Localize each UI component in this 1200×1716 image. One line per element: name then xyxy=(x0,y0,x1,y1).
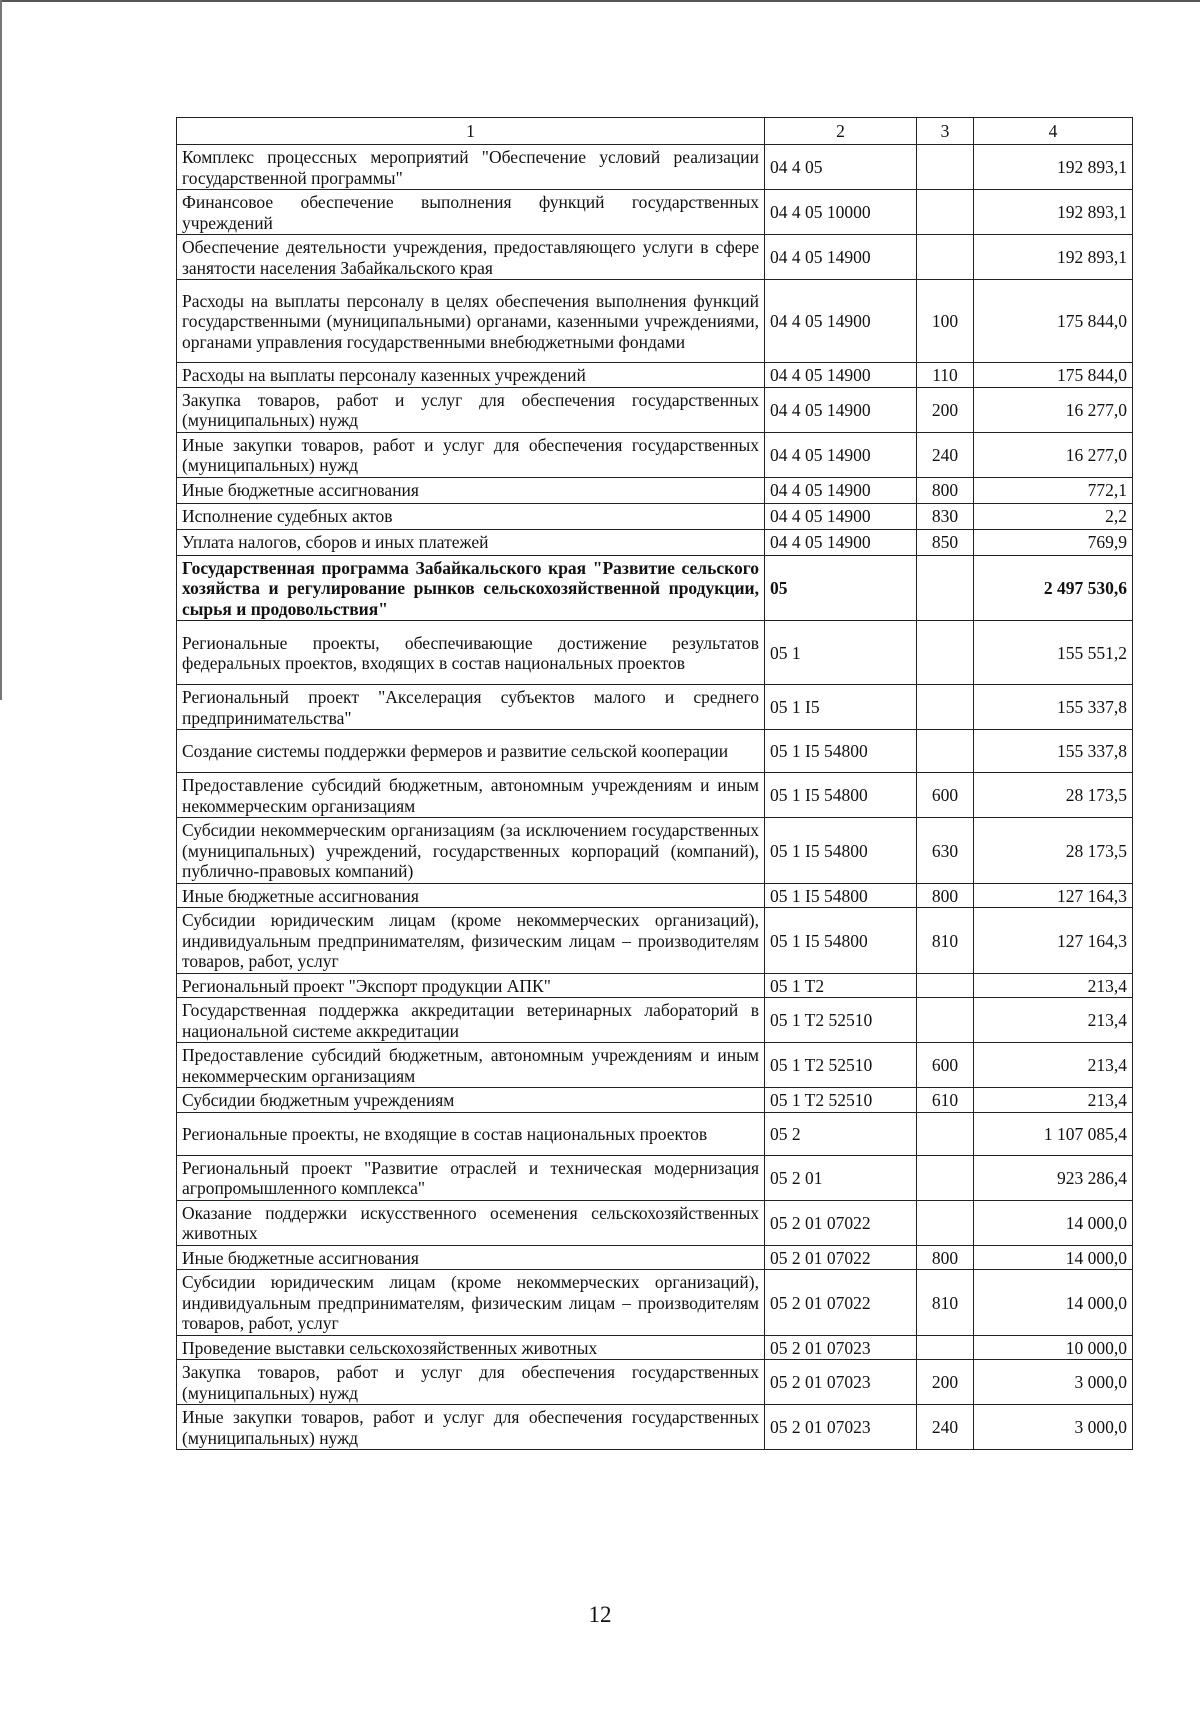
row-type-cell xyxy=(917,145,974,190)
table-row xyxy=(177,1155,1133,1200)
header-col-1: 1 xyxy=(177,118,765,145)
row-type-cell: 110 xyxy=(917,363,974,388)
table-body xyxy=(177,145,1133,1450)
table-row xyxy=(177,280,1133,363)
row-type-cell: 800 xyxy=(917,477,974,503)
table-row xyxy=(177,529,1133,555)
row-type-cell: 240 xyxy=(917,432,974,477)
table-row xyxy=(177,818,1133,884)
row-name-cell: Субсидии некоммерческим организациям (за исключением государственных (муниципальных) учреждений, государственных корпораций (компаний), публично-правовых компаний) xyxy=(177,818,765,884)
table-row xyxy=(177,1335,1133,1360)
table-row xyxy=(177,730,1133,773)
row-type-cell: 200 xyxy=(917,387,974,432)
row-code-cell: 05 2 01 07023 xyxy=(765,1405,917,1450)
table-row xyxy=(177,1360,1133,1405)
row-amount-cell: 213,4 xyxy=(974,1088,1133,1113)
scan-edge-left xyxy=(0,0,2,700)
row-amount-cell: 923 286,4 xyxy=(974,1155,1133,1200)
row-name-cell: Расходы на выплаты персоналу казенных учреждений xyxy=(177,363,765,388)
table-row xyxy=(177,1200,1133,1245)
row-amount-cell: 127 164,3 xyxy=(974,883,1133,908)
row-code-cell: 04 4 05 14900 xyxy=(765,503,917,529)
row-code-cell: 05 1 T2 52510 xyxy=(765,1088,917,1113)
row-type-cell xyxy=(917,1335,974,1360)
row-code-cell: 04 4 05 14900 xyxy=(765,387,917,432)
row-amount-cell: 155 337,8 xyxy=(974,685,1133,730)
row-type-cell: 630 xyxy=(917,818,974,884)
table-row xyxy=(177,621,1133,685)
table-row xyxy=(177,685,1133,730)
row-name-cell: Оказание поддержки искусственного осеменения сельскохозяйственных животных xyxy=(177,1200,765,1245)
row-amount-cell: 14 000,0 xyxy=(974,1200,1133,1245)
row-amount-cell: 14 000,0 xyxy=(974,1270,1133,1336)
row-name-cell: Государственная поддержка аккредитации ветеринарных лабораторий в национальной системе аккредитации xyxy=(177,998,765,1043)
row-name-cell: Обеспечение деятельности учреждения, предоставляющего услуги в сфере занятости населения Забайкальского края xyxy=(177,235,765,280)
table-row xyxy=(177,145,1133,190)
row-amount-cell: 3 000,0 xyxy=(974,1360,1133,1405)
row-amount-cell: 769,9 xyxy=(974,529,1133,555)
row-amount-cell: 155 551,2 xyxy=(974,621,1133,685)
row-name-cell: Иные закупки товаров, работ и услуг для обеспечения государственных (муниципальных) нужд xyxy=(177,432,765,477)
row-name-cell: Региональный проект "Акселерация субъектов малого и среднего предпринимательства" xyxy=(177,685,765,730)
table-row xyxy=(177,503,1133,529)
table-row xyxy=(177,555,1133,621)
row-amount-cell: 16 277,0 xyxy=(974,432,1133,477)
row-type-cell xyxy=(917,190,974,235)
row-name-cell: Иные бюджетные ассигнования xyxy=(177,1245,765,1270)
scan-edge-top xyxy=(0,0,1200,2)
row-amount-cell: 2 497 530,6 xyxy=(974,555,1133,621)
row-code-cell: 05 1 I5 54800 xyxy=(765,883,917,908)
row-code-cell: 05 2 01 xyxy=(765,1155,917,1200)
row-name-cell: Закупка товаров, работ и услуг для обеспечения государственных (муниципальных) нужд xyxy=(177,387,765,432)
row-amount-cell: 28 173,5 xyxy=(974,818,1133,884)
row-name-cell: Предоставление субсидий бюджетным, автономным учреждениям и иным некоммерческим организациям xyxy=(177,1043,765,1088)
row-name-cell: Субсидии юридическим лицам (кроме некоммерческих организаций), индивидуальным предпринимателям, физическим лицам – производителям товаров, работ, услуг xyxy=(177,908,765,974)
row-code-cell: 05 2 xyxy=(765,1112,917,1155)
row-code-cell: 04 4 05 14900 xyxy=(765,477,917,503)
row-code-cell: 05 2 01 07022 xyxy=(765,1270,917,1336)
row-code-cell: 05 1 T2 52510 xyxy=(765,998,917,1043)
row-type-cell: 600 xyxy=(917,1043,974,1088)
row-code-cell: 05 2 01 07023 xyxy=(765,1360,917,1405)
row-name-cell: Иные бюджетные ассигнования xyxy=(177,883,765,908)
row-code-cell: 05 xyxy=(765,555,917,621)
row-type-cell: 810 xyxy=(917,1270,974,1336)
row-name-cell: Иные закупки товаров, работ и услуг для обеспечения государственных (муниципальных) нужд xyxy=(177,1405,765,1450)
table-row xyxy=(177,883,1133,908)
row-code-cell: 04 4 05 14900 xyxy=(765,363,917,388)
row-type-cell: 100 xyxy=(917,280,974,363)
row-type-cell xyxy=(917,1155,974,1200)
row-amount-cell: 1 107 085,4 xyxy=(974,1112,1133,1155)
row-type-cell xyxy=(917,621,974,685)
row-amount-cell: 213,4 xyxy=(974,998,1133,1043)
budget-table xyxy=(176,117,1133,1450)
row-code-cell: 05 1 xyxy=(765,621,917,685)
table-row xyxy=(177,1245,1133,1270)
row-amount-cell: 155 337,8 xyxy=(974,730,1133,773)
row-code-cell: 04 4 05 14900 xyxy=(765,432,917,477)
row-type-cell: 600 xyxy=(917,773,974,818)
row-amount-cell: 772,1 xyxy=(974,477,1133,503)
row-code-cell: 05 2 01 07023 xyxy=(765,1335,917,1360)
row-amount-cell: 175 844,0 xyxy=(974,280,1133,363)
row-amount-cell: 213,4 xyxy=(974,973,1133,998)
row-name-cell: Проведение выставки сельскохозяйственных животных xyxy=(177,1335,765,1360)
row-type-cell xyxy=(917,1200,974,1245)
row-type-cell xyxy=(917,1112,974,1155)
table-row xyxy=(177,235,1133,280)
row-type-cell: 800 xyxy=(917,883,974,908)
row-type-cell xyxy=(917,685,974,730)
row-code-cell: 04 4 05 14900 xyxy=(765,280,917,363)
row-name-cell: Предоставление субсидий бюджетным, автономным учреждениям и иным некоммерческим организациям xyxy=(177,773,765,818)
row-code-cell: 04 4 05 10000 xyxy=(765,190,917,235)
row-name-cell: Создание системы поддержки фермеров и развитие сельской кооперации xyxy=(177,730,765,773)
row-type-cell: 850 xyxy=(917,529,974,555)
table-row xyxy=(177,773,1133,818)
row-type-cell: 810 xyxy=(917,908,974,974)
table-row xyxy=(177,363,1133,388)
row-code-cell: 05 2 01 07022 xyxy=(765,1200,917,1245)
row-amount-cell: 192 893,1 xyxy=(974,190,1133,235)
row-name-cell: Субсидии бюджетным учреждениям xyxy=(177,1088,765,1113)
row-name-cell: Расходы на выплаты персоналу в целях обеспечения выполнения функций государственными (муниципальными) органами, казенными учреждениями, органами управления государственными внебюджетными фондами xyxy=(177,280,765,363)
table-row xyxy=(177,1043,1133,1088)
row-amount-cell: 175 844,0 xyxy=(974,363,1133,388)
table-row xyxy=(177,432,1133,477)
row-amount-cell: 3 000,0 xyxy=(974,1405,1133,1450)
row-name-cell: Иные бюджетные ассигнования xyxy=(177,477,765,503)
row-amount-cell: 10 000,0 xyxy=(974,1335,1133,1360)
row-name-cell: Государственная программа Забайкальского края "Развитие сельского хозяйства и регулирование рынков сельскохозяйственной продукции, сырья и продовольствия" xyxy=(177,555,765,621)
table-row xyxy=(177,1112,1133,1155)
row-amount-cell: 28 173,5 xyxy=(974,773,1133,818)
page-number: 12 xyxy=(588,1602,612,1627)
row-amount-cell: 14 000,0 xyxy=(974,1245,1133,1270)
header-col-4: 4 xyxy=(974,118,1133,145)
row-type-cell xyxy=(917,555,974,621)
row-name-cell: Региональный проект "Экспорт продукции АПК" xyxy=(177,973,765,998)
row-name-cell: Региональные проекты, не входящие в состав национальных проектов xyxy=(177,1112,765,1155)
row-amount-cell: 16 277,0 xyxy=(974,387,1133,432)
row-name-cell: Субсидии юридическим лицам (кроме некоммерческих организаций), индивидуальным предпринимателям, физическим лицам – производителям товаров, работ, услуг xyxy=(177,1270,765,1336)
table-row xyxy=(177,387,1133,432)
header-col-2: 2 xyxy=(765,118,917,145)
table-row xyxy=(177,908,1133,974)
row-name-cell: Финансовое обеспечение выполнения функций государственных учреждений xyxy=(177,190,765,235)
row-name-cell: Региональный проект "Развитие отраслей и техническая модернизация агропромышленного комплекса" xyxy=(177,1155,765,1200)
row-amount-cell: 213,4 xyxy=(974,1043,1133,1088)
header-row xyxy=(177,118,1133,145)
row-type-cell: 830 xyxy=(917,503,974,529)
row-type-cell: 240 xyxy=(917,1405,974,1450)
table-row xyxy=(177,973,1133,998)
row-type-cell: 610 xyxy=(917,1088,974,1113)
row-amount-cell: 192 893,1 xyxy=(974,145,1133,190)
table-row xyxy=(177,1405,1133,1450)
row-name-cell: Закупка товаров, работ и услуг для обеспечения государственных (муниципальных) нужд xyxy=(177,1360,765,1405)
row-code-cell: 05 1 T2 52510 xyxy=(765,1043,917,1088)
row-code-cell: 05 1 I5 54800 xyxy=(765,818,917,884)
row-code-cell: 04 4 05 14900 xyxy=(765,235,917,280)
row-type-cell: 200 xyxy=(917,1360,974,1405)
row-amount-cell: 2,2 xyxy=(974,503,1133,529)
table-row xyxy=(177,1270,1133,1336)
table-row xyxy=(177,190,1133,235)
row-code-cell: 05 1 I5 54800 xyxy=(765,730,917,773)
row-code-cell: 05 1 I5 xyxy=(765,685,917,730)
row-type-cell: 800 xyxy=(917,1245,974,1270)
table-row xyxy=(177,1088,1133,1113)
row-type-cell xyxy=(917,973,974,998)
header-col-3: 3 xyxy=(917,118,974,145)
row-code-cell: 05 2 01 07022 xyxy=(765,1245,917,1270)
row-name-cell: Исполнение судебных актов xyxy=(177,503,765,529)
row-code-cell: 04 4 05 xyxy=(765,145,917,190)
row-type-cell xyxy=(917,235,974,280)
row-name-cell: Уплата налогов, сборов и иных платежей xyxy=(177,529,765,555)
row-amount-cell: 127 164,3 xyxy=(974,908,1133,974)
row-code-cell: 05 1 I5 54800 xyxy=(765,773,917,818)
row-code-cell: 05 1 I5 54800 xyxy=(765,908,917,974)
row-code-cell: 04 4 05 14900 xyxy=(765,529,917,555)
table-row xyxy=(177,998,1133,1043)
row-type-cell xyxy=(917,998,974,1043)
row-name-cell: Региональные проекты, обеспечивающие достижение результатов федеральных проектов, входящих в состав национальных проектов xyxy=(177,621,765,685)
row-amount-cell: 192 893,1 xyxy=(974,235,1133,280)
table-row xyxy=(177,477,1133,503)
row-name-cell: Комплекс процессных мероприятий "Обеспечение условий реализации государственной программы" xyxy=(177,145,765,190)
row-type-cell xyxy=(917,730,974,773)
row-code-cell: 05 1 T2 xyxy=(765,973,917,998)
